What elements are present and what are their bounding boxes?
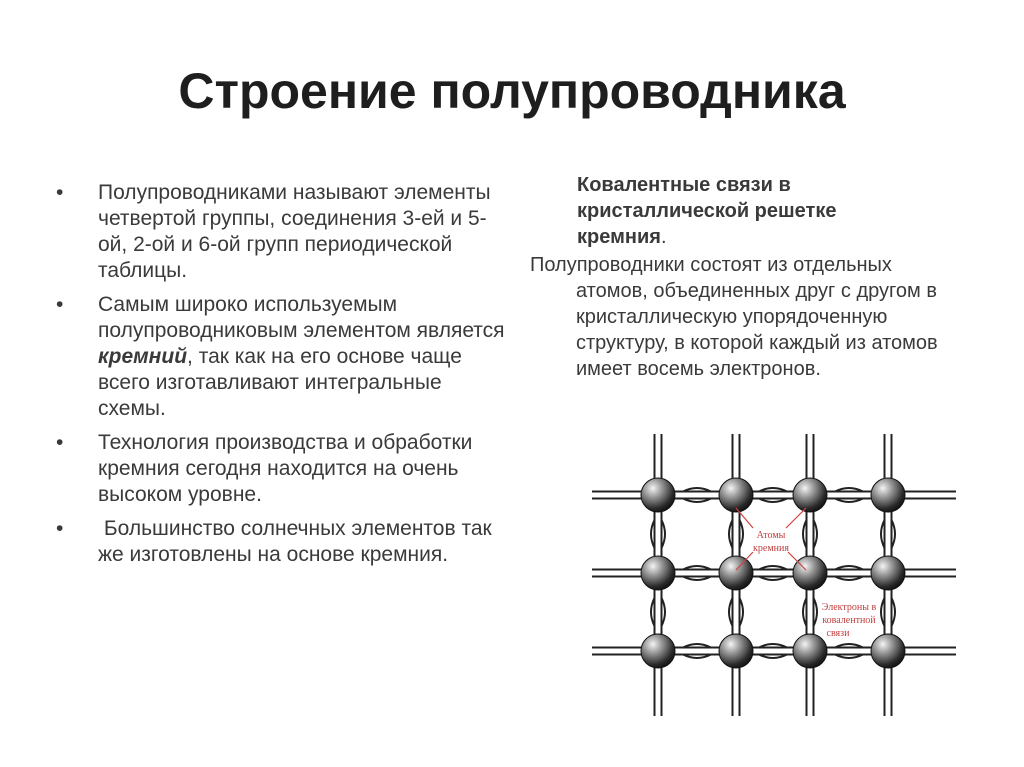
silicon-atom xyxy=(641,478,675,512)
silicon-atom xyxy=(719,478,753,512)
silicon-atom xyxy=(871,634,905,668)
bullet-text-part: Самым широко используемым полупроводниковым элементом является xyxy=(98,293,505,342)
emphasis-silicon: кремний xyxy=(98,345,188,368)
silicon-atoms xyxy=(641,478,905,668)
bullet-text: Технология производства и обработки кремния сегодня находится на очень высоком уровне. xyxy=(98,431,473,506)
lattice-caption xyxy=(577,172,907,250)
lattice-description xyxy=(530,252,980,382)
electrons-label-line-3: связи xyxy=(826,628,850,639)
atoms-label-line-1: Атомы xyxy=(756,530,786,541)
silicon-atom xyxy=(793,556,827,590)
silicon-atom xyxy=(641,556,675,590)
bullet-text xyxy=(98,293,505,420)
description-rest: атомов, объединенных друг с другом в кристаллическую упорядоченную структуру, в которой каждый из атомов имеет восемь электронов. xyxy=(576,280,938,380)
list-item xyxy=(56,516,506,568)
bullet-marker: • xyxy=(56,431,64,454)
list-item xyxy=(56,430,506,508)
silicon-lattice-diagram xyxy=(588,430,960,720)
bullet-text: Полупроводниками называют элементы четвертой группы, соединения 3-ей и 5-ой, 2-ой и 6-ой групп периодической таблицы. xyxy=(98,181,491,282)
bullet-marker: • xyxy=(56,181,64,204)
silicon-atom xyxy=(719,634,753,668)
list-item xyxy=(56,180,506,284)
bullet-marker: • xyxy=(56,293,64,316)
bullet-text: Большинство солнечных элементов так же изготовлены на основе кремния. xyxy=(98,517,498,566)
atoms-label-line-2: кремния xyxy=(753,543,789,554)
bullet-marker: • xyxy=(56,517,64,540)
silicon-atom xyxy=(793,634,827,668)
caption-end: . xyxy=(660,226,667,248)
slide-title: Строение полупроводника xyxy=(178,63,846,119)
bullet-list xyxy=(56,180,506,576)
silicon-atom xyxy=(871,478,905,512)
description-first-line: Полупроводники состоят из отдельных xyxy=(530,254,892,276)
electrons-label-line-2: ковалентной xyxy=(822,615,876,626)
silicon-atom xyxy=(793,478,827,512)
electrons-label-line-1: Электроны в xyxy=(821,602,877,613)
silicon-atom xyxy=(871,556,905,590)
list-item xyxy=(56,292,506,422)
silicon-atom xyxy=(641,634,675,668)
caption-text: Ковалентные связи в кристаллической решетке кремния xyxy=(577,174,837,248)
bullet-text-part: , так как на его основе чаще всего изготавливают интегральные схемы. xyxy=(98,345,462,420)
silicon-atom xyxy=(719,556,753,590)
